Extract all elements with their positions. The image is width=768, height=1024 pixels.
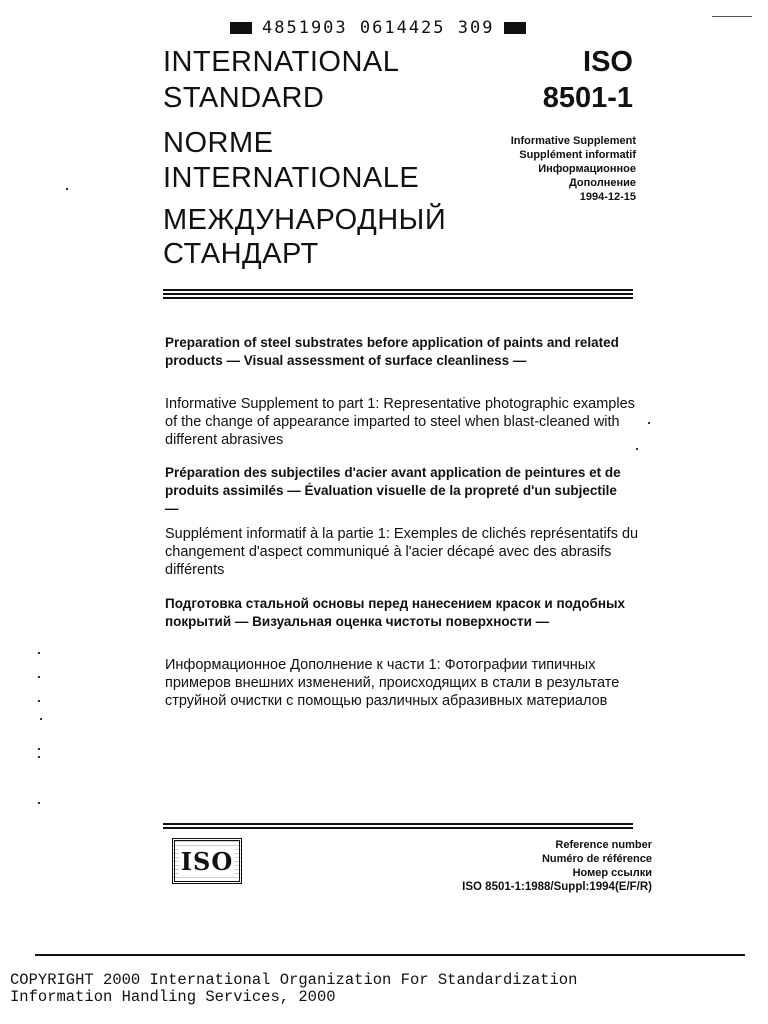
iso-number: 8501-1 bbox=[542, 82, 633, 114]
reference-fr: Numéro de référence bbox=[541, 853, 652, 865]
scan-speck bbox=[38, 802, 40, 804]
scan-header bbox=[230, 15, 526, 41]
heading-ru: Подготовка стальной основы перед нанесением красок и подобных покрытий — Визуальная оценка чистоты поверхности — bbox=[165, 596, 626, 629]
scan-speck bbox=[38, 700, 40, 702]
iso-logo bbox=[172, 838, 242, 884]
body-en: Informative Supplement to part 1: Representative photographic examples of the change of appearance imparted to steel when blast-cleaned with different abrasives bbox=[165, 396, 635, 448]
copyright-notice bbox=[10, 972, 577, 1006]
barcode-mark-right bbox=[504, 22, 526, 34]
reference-ru: Номер ссылки bbox=[572, 867, 652, 879]
body-ru: Информационное Дополнение к части 1: Фотографии типичных примеров внешних изменений, происходящих в стали в результате струйной очистки с помощью различных абразивных материалов bbox=[165, 657, 620, 709]
scan-speck bbox=[38, 748, 40, 750]
iso-label: ISO bbox=[583, 46, 633, 78]
bottom-rule-double bbox=[163, 823, 633, 831]
supplement-ru-line2: Дополнение bbox=[568, 177, 636, 189]
supplement-info bbox=[470, 134, 636, 204]
title-fr-line2: INTERNATIONALE bbox=[163, 162, 420, 194]
heading-en: Preparation of steel substrates before application of paints and related products — Visual assessment of surface cleanliness — bbox=[165, 335, 619, 368]
scan-speck bbox=[636, 448, 638, 450]
page-bottom-rule bbox=[35, 954, 745, 956]
iso-logo-text: ISO bbox=[180, 846, 234, 876]
scan-speck bbox=[648, 422, 650, 424]
scan-speck bbox=[38, 652, 40, 654]
supplement-ru-line1: Информационное bbox=[538, 163, 636, 175]
top-rule bbox=[163, 289, 633, 301]
title-ru-line1: МЕЖДУНАРОДНЫЙ bbox=[163, 204, 447, 236]
title-fr-line1: NORME bbox=[163, 127, 274, 159]
scan-speck bbox=[40, 718, 42, 720]
heading-fr: Préparation des subjectiles d'acier avant application de peintures et de produits assimilés — Évaluation visuelle de la propreté d'un subjectile — bbox=[165, 465, 621, 516]
title-ru-line2: СТАНДАРТ bbox=[163, 238, 319, 270]
copyright-line2: Information Handling Services, 2000 bbox=[10, 988, 336, 1006]
scan-speck bbox=[38, 676, 40, 678]
supplement-date: 1994-12-15 bbox=[579, 191, 636, 203]
corner-mark bbox=[712, 16, 752, 17]
supplement-en: Informative Supplement bbox=[510, 135, 636, 147]
supplement-fr: Supplément informatif bbox=[519, 149, 636, 161]
scan-speck bbox=[38, 756, 40, 758]
copyright-line1: COPYRIGHT 2000 International Organization For Standardization bbox=[10, 971, 578, 989]
reference-en: Reference number bbox=[555, 839, 652, 851]
reference-code: ISO 8501-1:1988/Suppl:1994(E/F/R) bbox=[462, 881, 652, 893]
barcode-number: 4851903 0614425 309 bbox=[262, 18, 495, 38]
title-en-line2: STANDARD bbox=[163, 82, 325, 114]
reference-block bbox=[420, 838, 652, 894]
scan-speck bbox=[66, 188, 68, 190]
body-fr: Supplément informatif à la partie 1: Exemples de clichés représentatifs du changement d'aspect communiqué à l'acier décapé avec des abrasifs différents bbox=[165, 526, 639, 578]
standard-number bbox=[520, 44, 633, 116]
barcode-mark-left bbox=[230, 22, 252, 34]
title-en-line1: INTERNATIONAL bbox=[163, 46, 400, 78]
